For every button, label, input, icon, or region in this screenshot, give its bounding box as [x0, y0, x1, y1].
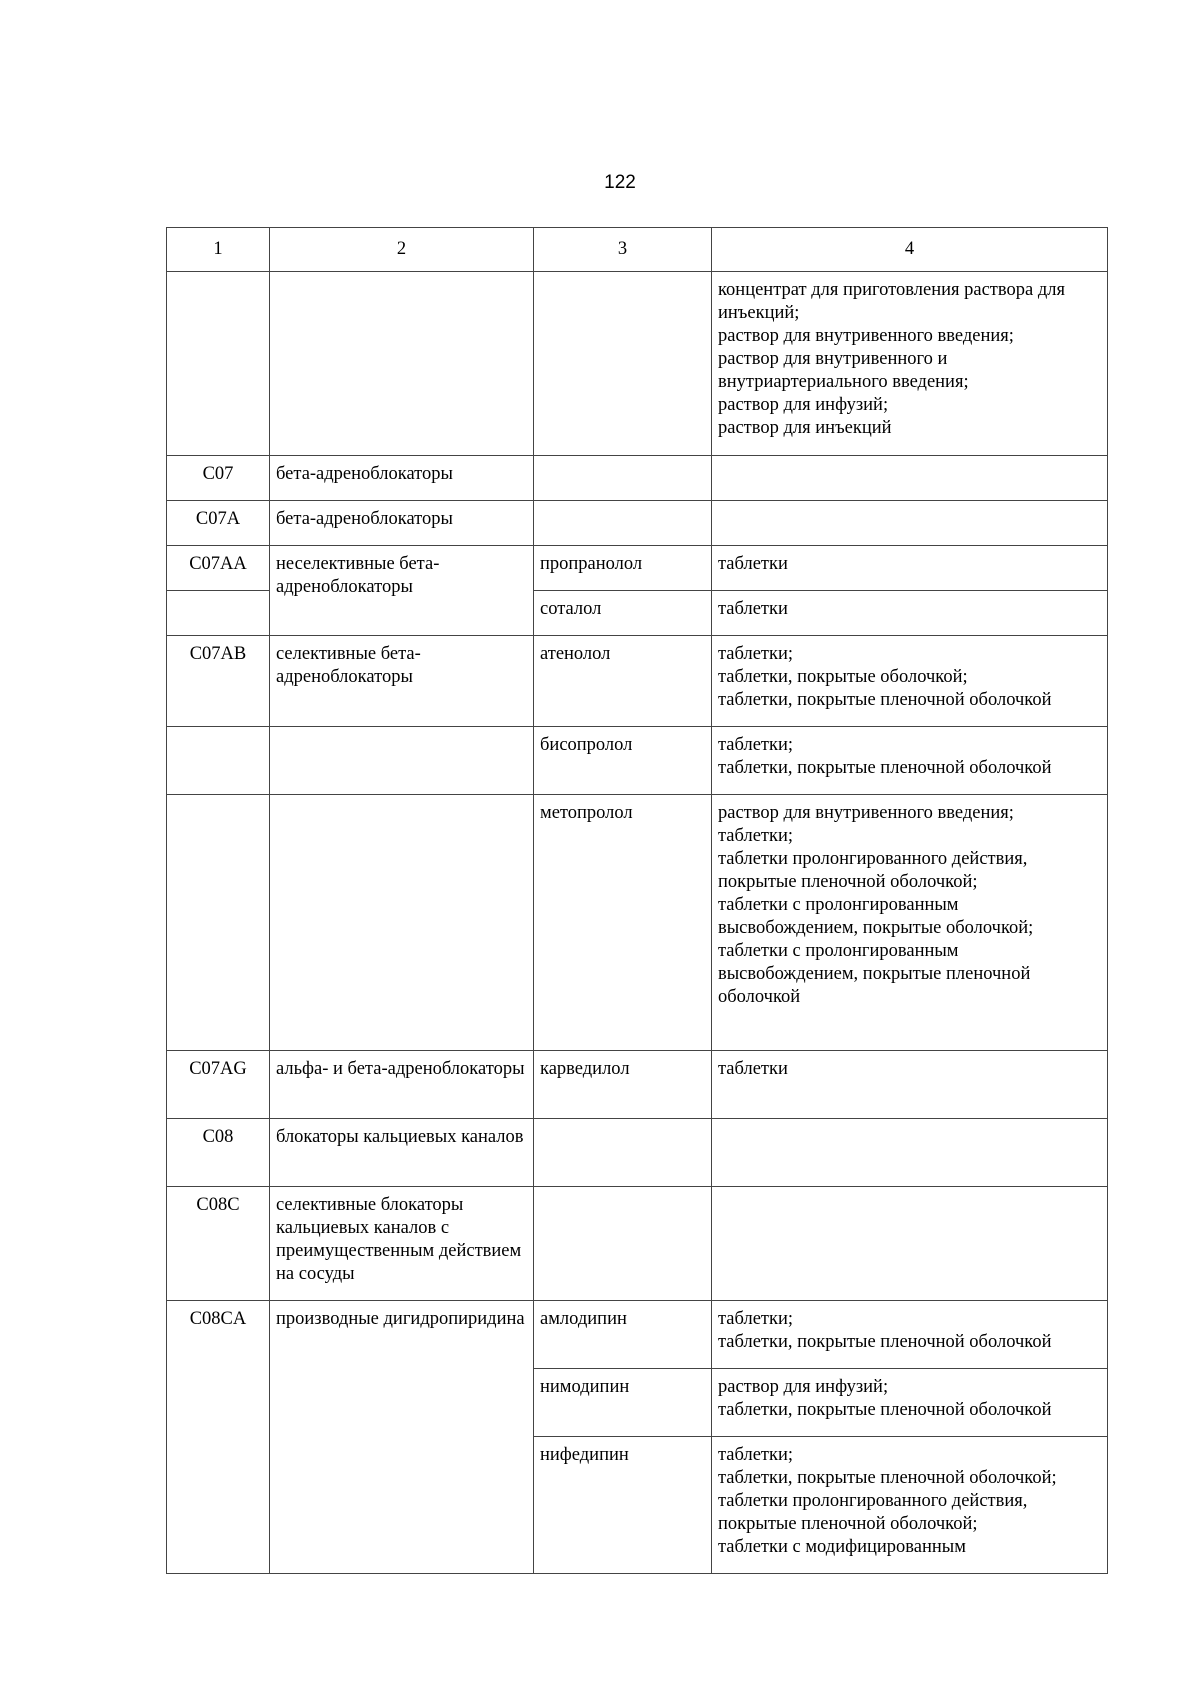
form-line: таблетки пролонгированного действия, покрытые пленочной оболочкой; [718, 1491, 1028, 1534]
form-line: концентрат для приготовления раствора для инъекций; [718, 280, 1065, 323]
drug-cell: амлодипин [534, 1301, 712, 1369]
header-col-2: 2 [270, 228, 534, 272]
form-line: раствор для внутривенного введения; [718, 326, 1014, 346]
form-line: раствор для инъекций [718, 418, 892, 438]
forms-cell [712, 591, 1108, 636]
drug-cell [534, 1119, 712, 1187]
form-line: таблетки, покрытые пленочной оболочкой [718, 1400, 1052, 1420]
drug-cell: соталол [534, 591, 712, 636]
forms-cell [712, 1051, 1108, 1119]
drug-cell: нифедипин [534, 1437, 712, 1574]
form-line: раствор для внутривенного введения; [718, 803, 1014, 823]
form-line: таблетки; [718, 644, 794, 664]
table-row [167, 1187, 1108, 1301]
atc-code-cell: C07AB [167, 636, 270, 727]
form-line: раствор для инфузий; [718, 1377, 889, 1397]
atc-code-cell: C07 [167, 456, 270, 501]
form-line: таблетки [718, 599, 788, 619]
atc-code-cell: C08C [167, 1187, 270, 1301]
group-cell: селективные блокаторы кальциевых каналов с преимущественным действием на сосуды [270, 1187, 534, 1301]
form-line: таблетки с пролонгированным высвобождением, покрытые оболочкой; [718, 895, 1034, 938]
form-line: таблетки, покрытые пленочной оболочкой [718, 690, 1052, 710]
forms-cell [712, 272, 1108, 456]
forms-cell [712, 636, 1108, 727]
form-line: таблетки [718, 554, 788, 574]
header-col-1: 1 [167, 228, 270, 272]
forms-cell [712, 1369, 1108, 1437]
header-col-3: 3 [534, 228, 712, 272]
drug-cell [534, 272, 712, 456]
drug-cell [534, 501, 712, 546]
drug-table [166, 227, 1108, 1574]
forms-cell [712, 456, 1108, 501]
group-cell: блокаторы кальциевых каналов [270, 1119, 534, 1187]
atc-code-cell [167, 795, 270, 1051]
form-line: таблетки; [718, 735, 794, 755]
atc-code-cell [167, 272, 270, 456]
forms-cell [712, 1119, 1108, 1187]
forms-cell [712, 1437, 1108, 1574]
atc-code-cell: C07A [167, 501, 270, 546]
forms-cell [712, 546, 1108, 591]
table-row [167, 636, 1108, 727]
form-line: таблетки, покрытые оболочкой; [718, 667, 968, 687]
atc-code-cell: C07AG [167, 1051, 270, 1119]
form-line: раствор для инфузий; [718, 395, 889, 415]
group-cell [270, 272, 534, 456]
drug-cell: карведилол [534, 1051, 712, 1119]
table-row [167, 501, 1108, 546]
forms-cell [712, 501, 1108, 546]
group-cell [270, 727, 534, 795]
table-row [167, 1051, 1108, 1119]
group-cell [270, 795, 534, 1051]
table-row [167, 1301, 1108, 1369]
drug-cell [534, 456, 712, 501]
atc-code-cell [167, 727, 270, 795]
form-line: таблетки, покрытые пленочной оболочкой [718, 758, 1052, 778]
form-line: таблетки; [718, 826, 794, 846]
form-line: таблетки пролонгированного действия, покрытые пленочной оболочкой; [718, 849, 1028, 892]
header-row [167, 228, 1108, 272]
group-cell: бета-адреноблокаторы [270, 456, 534, 501]
forms-cell [712, 1301, 1108, 1369]
drug-cell: атенолол [534, 636, 712, 727]
form-line: таблетки; [718, 1445, 794, 1465]
page-number: 122 [604, 172, 636, 193]
atc-code-cell [167, 591, 270, 636]
group-cell: неселективные бета-адреноблокаторы [270, 546, 534, 636]
header-col-4: 4 [712, 228, 1108, 272]
drug-cell: метопролол [534, 795, 712, 1051]
drug-cell [534, 1187, 712, 1301]
atc-code-cell: C07AA [167, 546, 270, 591]
table-row [167, 456, 1108, 501]
table-row [167, 546, 1108, 591]
group-cell: производные дигидропиридина [270, 1301, 534, 1574]
atc-code-cell: C08 [167, 1119, 270, 1187]
drug-cell: нимодипин [534, 1369, 712, 1437]
forms-cell [712, 727, 1108, 795]
atc-code-cell: C08CA [167, 1301, 270, 1574]
form-line: раствор для внутривенного и внутриартериального введения; [718, 349, 969, 392]
group-cell: альфа- и бета-адреноблокаторы [270, 1051, 534, 1119]
forms-cell [712, 1187, 1108, 1301]
drug-cell: бисопролол [534, 727, 712, 795]
table-row [167, 795, 1108, 1051]
group-cell: бета-адреноблокаторы [270, 501, 534, 546]
table-row [167, 1119, 1108, 1187]
form-line: таблетки [718, 1059, 788, 1079]
form-line: таблетки с модифицированным [718, 1537, 966, 1557]
form-line: таблетки, покрытые пленочной оболочкой [718, 1332, 1052, 1352]
forms-cell [712, 795, 1108, 1051]
form-line: таблетки с пролонгированным высвобождением, покрытые пленочной оболочкой [718, 941, 1031, 1007]
table-row [167, 272, 1108, 456]
group-cell: селективные бета-адреноблокаторы [270, 636, 534, 727]
form-line: таблетки, покрытые пленочной оболочкой; [718, 1468, 1057, 1488]
drug-cell: пропранолол [534, 546, 712, 591]
table-row [167, 727, 1108, 795]
form-line: таблетки; [718, 1309, 794, 1329]
